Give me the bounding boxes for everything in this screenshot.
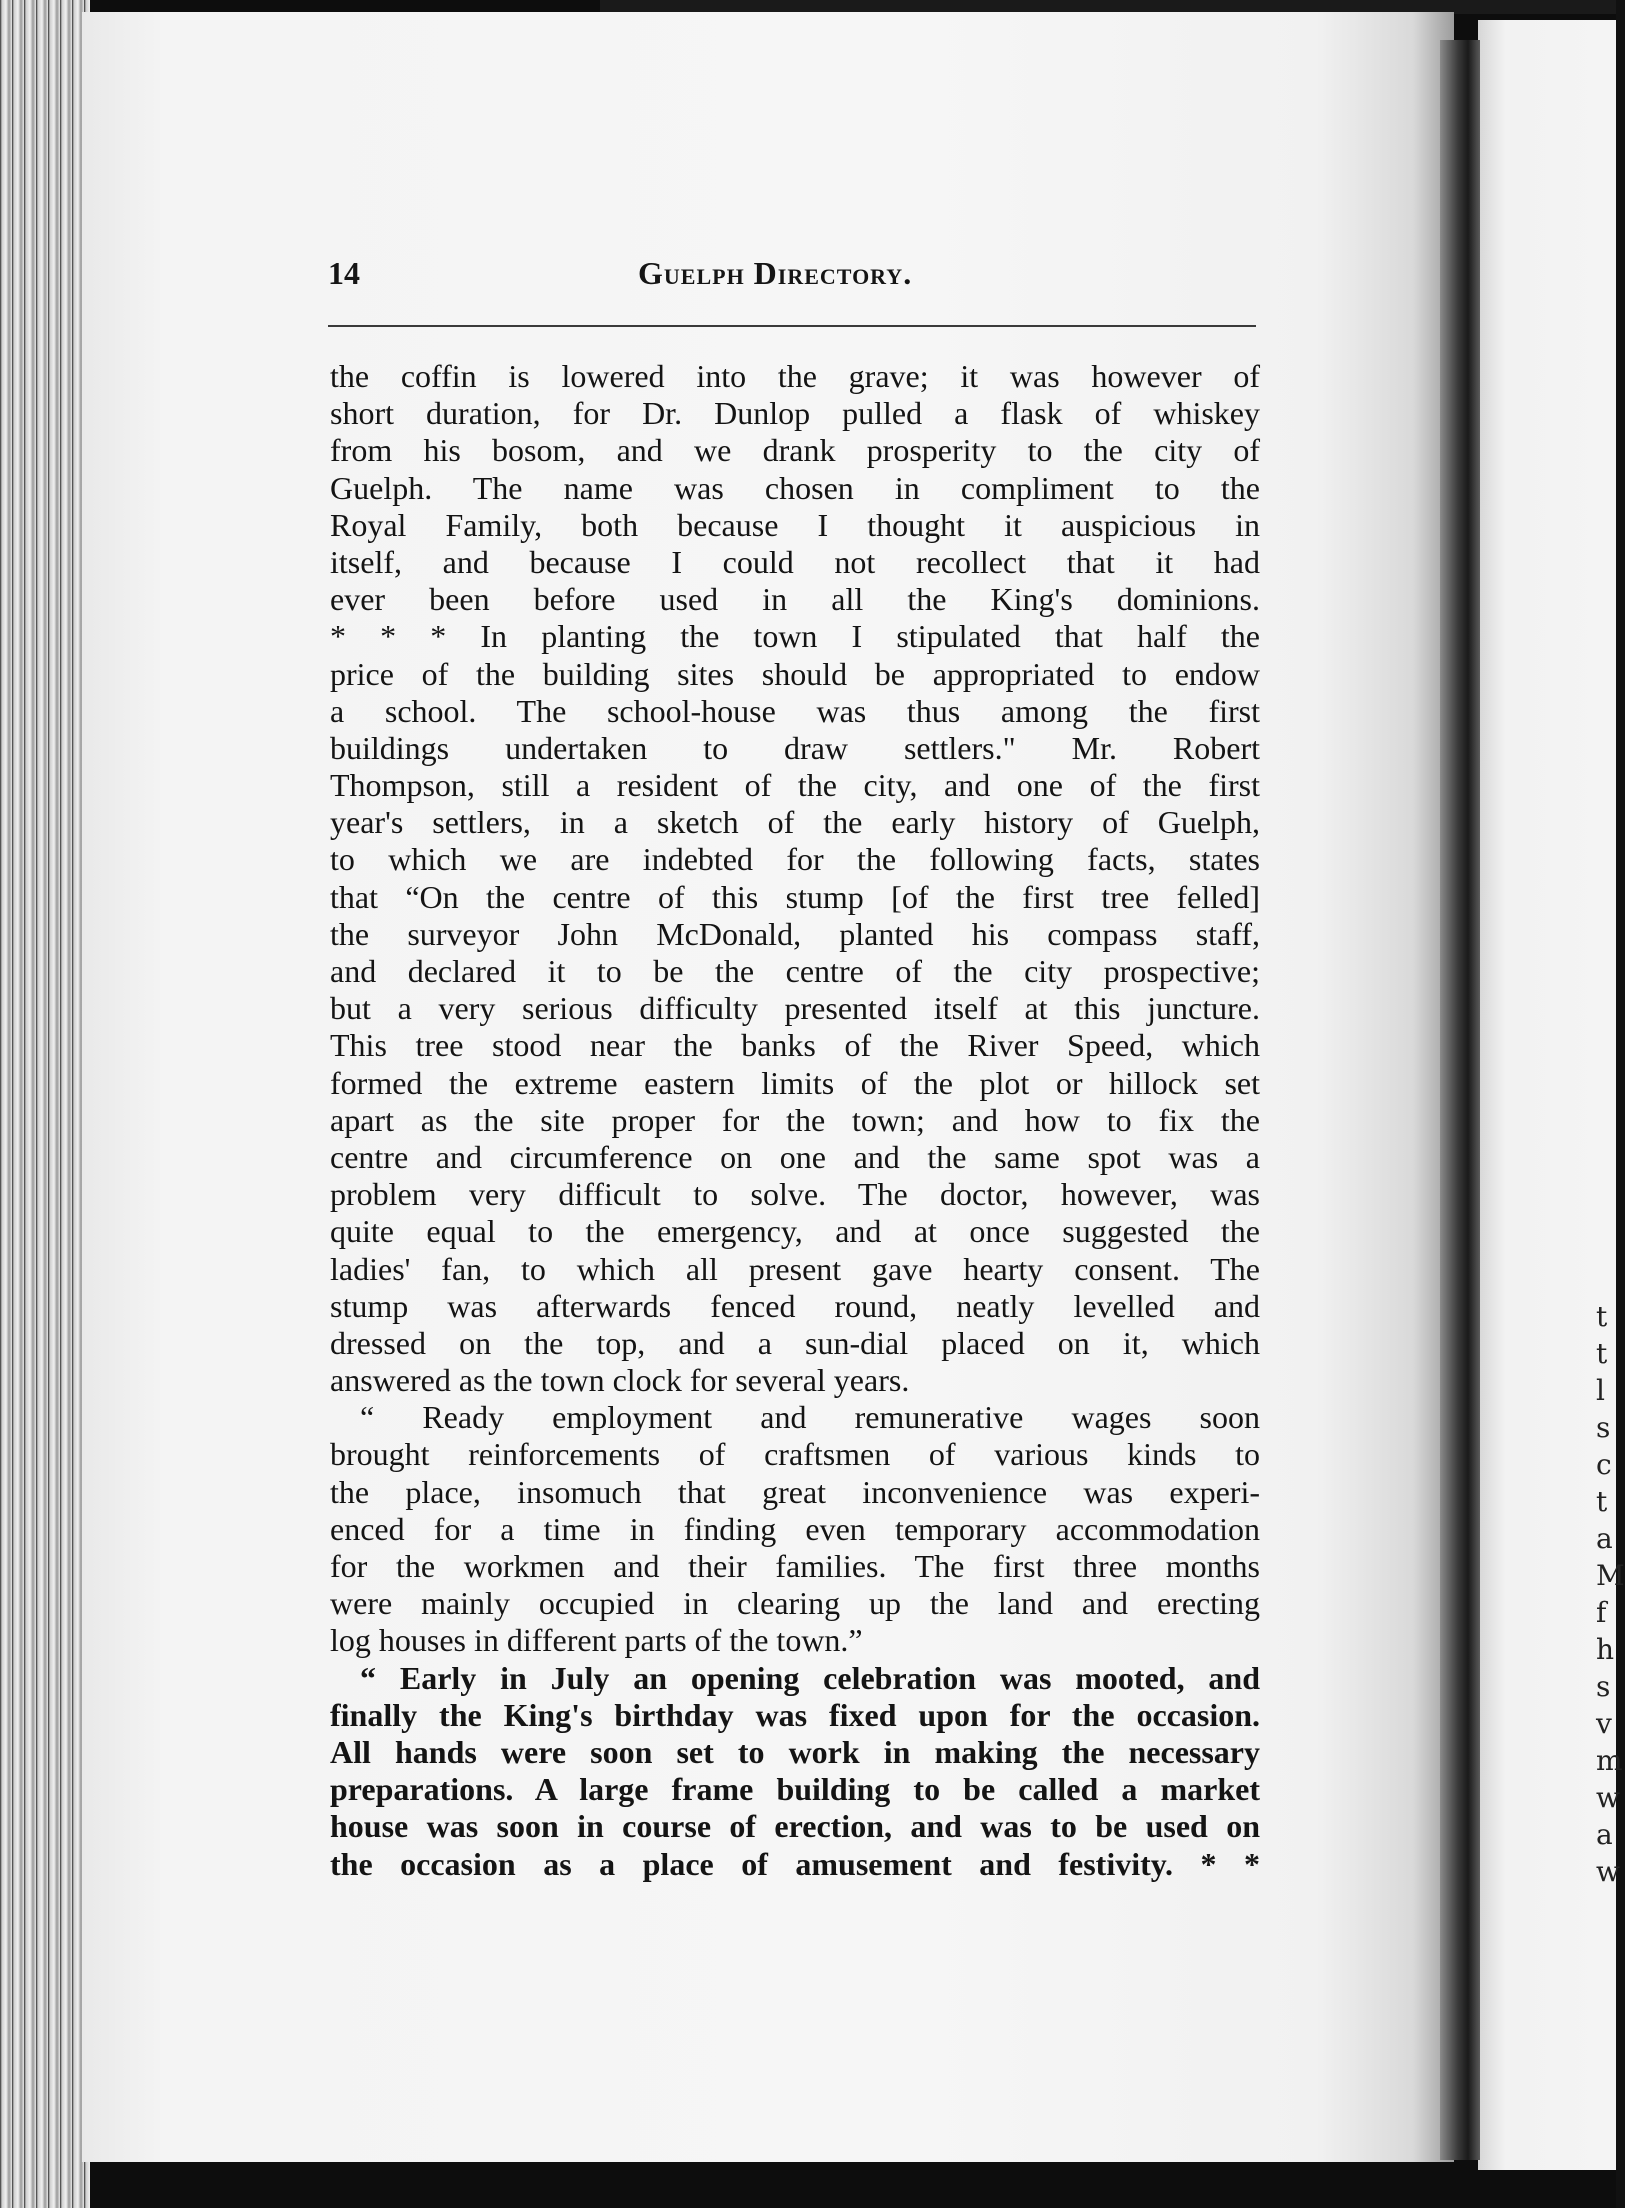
text-line: stump was afterwards fenced round, neatly levelled and [330,1287,1260,1324]
text-line: the surveyor John McDonald, planted his compass staff, [330,915,1260,952]
facing-page-letter: h [1596,1633,1615,1666]
facing-page-letter: a [1596,1522,1613,1555]
text-line: ever been before used in all the King's dominions. [330,581,1260,618]
text-line: brought reinforcements of craftsmen of various kinds to [330,1436,1260,1473]
text-line: short duration, for Dr. Dunlop pulled a flask of whiskey [330,395,1260,432]
text-line: the place, insomuch that great inconvenience was experi- [330,1473,1260,1510]
text-line: formed the extreme eastern limits of the plot or hillock set [330,1064,1260,1101]
text-line: “ Early in July an opening celebration was mooted, and [360,1659,1260,1696]
text-line: from his bosom, and we drank prosperity to the city of [330,432,1260,469]
text-line: apart as the site proper for the town; and how to fix the [330,1101,1260,1138]
facing-page-letter: a [1596,1818,1613,1851]
facing-page-text-fragment [1596,1298,1625,1890]
text-line: All hands were soon set to work in making the necessary [330,1733,1260,1770]
facing-page-letter: c [1596,1448,1612,1481]
facing-page-letter: w [1596,1781,1620,1814]
page-number: 14 [328,255,360,291]
running-head: Guelph Directory. [638,255,913,291]
text-line: the coffin is lowered into the grave; it was however of [330,358,1260,394]
facing-page-letter: t [1596,1485,1608,1518]
facing-page-letter: t [1596,1337,1608,1370]
facing-page-letter: t [1596,1300,1608,1333]
text-line: Guelph. The name was chosen in compliment to the [330,469,1260,506]
book-gutter [1440,40,1480,2160]
facing-page-letter: w [1596,1855,1620,1888]
text-line: but a very serious difficulty presented itself at this juncture. [330,990,1260,1027]
text-line: and declared it to be the centre of the city prospective; [330,953,1260,989]
facing-page-letter: m [1596,1744,1623,1777]
text-line: enced for a time in finding even temporary accommodation [330,1510,1260,1547]
text-line: buildings undertaken to draw settlers." Mr. Robert [330,729,1260,766]
text-line: answered as the town clock for several years. [330,1362,910,1399]
text-line: Thompson, still a resident of the city, and one of the first [330,767,1260,804]
facing-page-letter: s [1596,1670,1611,1703]
text-line: itself, and because I could not recollect that it had [330,543,1260,580]
text-line: centre and circumference on one and the same spot was a [330,1138,1260,1175]
text-line: house was soon in course of erection, and was to be used on [330,1808,1260,1845]
text-line: “ Ready employment and remunerative wages soon [360,1399,1260,1436]
text-line: that “On the centre of this stump [of the first tree felled] [330,878,1260,915]
text-line: price of the building sites should be appropriated to endow [330,655,1260,692]
text-line: to which we are indebted for the following facts, states [330,841,1260,878]
facing-page-letter: M [1596,1559,1625,1592]
page-edges [0,0,90,2208]
text-line: preparations. A large frame building to be called a market [330,1771,1260,1808]
text-line: problem very difficult to solve. The doctor, however, was [330,1176,1260,1213]
text-line: were mainly occupied in clearing up the land and erecting [330,1585,1260,1622]
facing-page-letter: v [1596,1707,1612,1740]
facing-page-letter: l [1596,1374,1605,1407]
text-line: This tree stood near the banks of the River Speed, which [330,1027,1260,1064]
header-rule [328,325,1256,327]
text-line: * * * In planting the town I stipulated that half the [330,618,1260,655]
text-line: dressed on the top, and a sun-dial placed on it, which [330,1324,1260,1361]
text-line: ladies' fan, to which all present gave hearty consent. The [330,1250,1260,1287]
text-line: for the workmen and their families. The first three months [330,1548,1260,1584]
page-header [328,255,1258,305]
text-line: Royal Family, both because I thought it auspicious in [330,506,1260,543]
text-line: log houses in different parts of the town.” [330,1622,863,1659]
text-line: the occasion as a place of amusement and festivity. * * [330,1845,1260,1882]
text-line: quite equal to the emergency, and at once suggested the [330,1213,1260,1250]
text-line: year's settlers, in a sketch of the early history of Guelph, [330,804,1260,841]
facing-page-letter: f [1596,1596,1607,1629]
body-text [330,358,1260,1883]
text-line: a school. The school-house was thus among the first [330,692,1260,729]
facing-page-letter: s [1596,1411,1611,1444]
text-line: finally the King's birthday was fixed upon for the occasion. [330,1696,1260,1733]
